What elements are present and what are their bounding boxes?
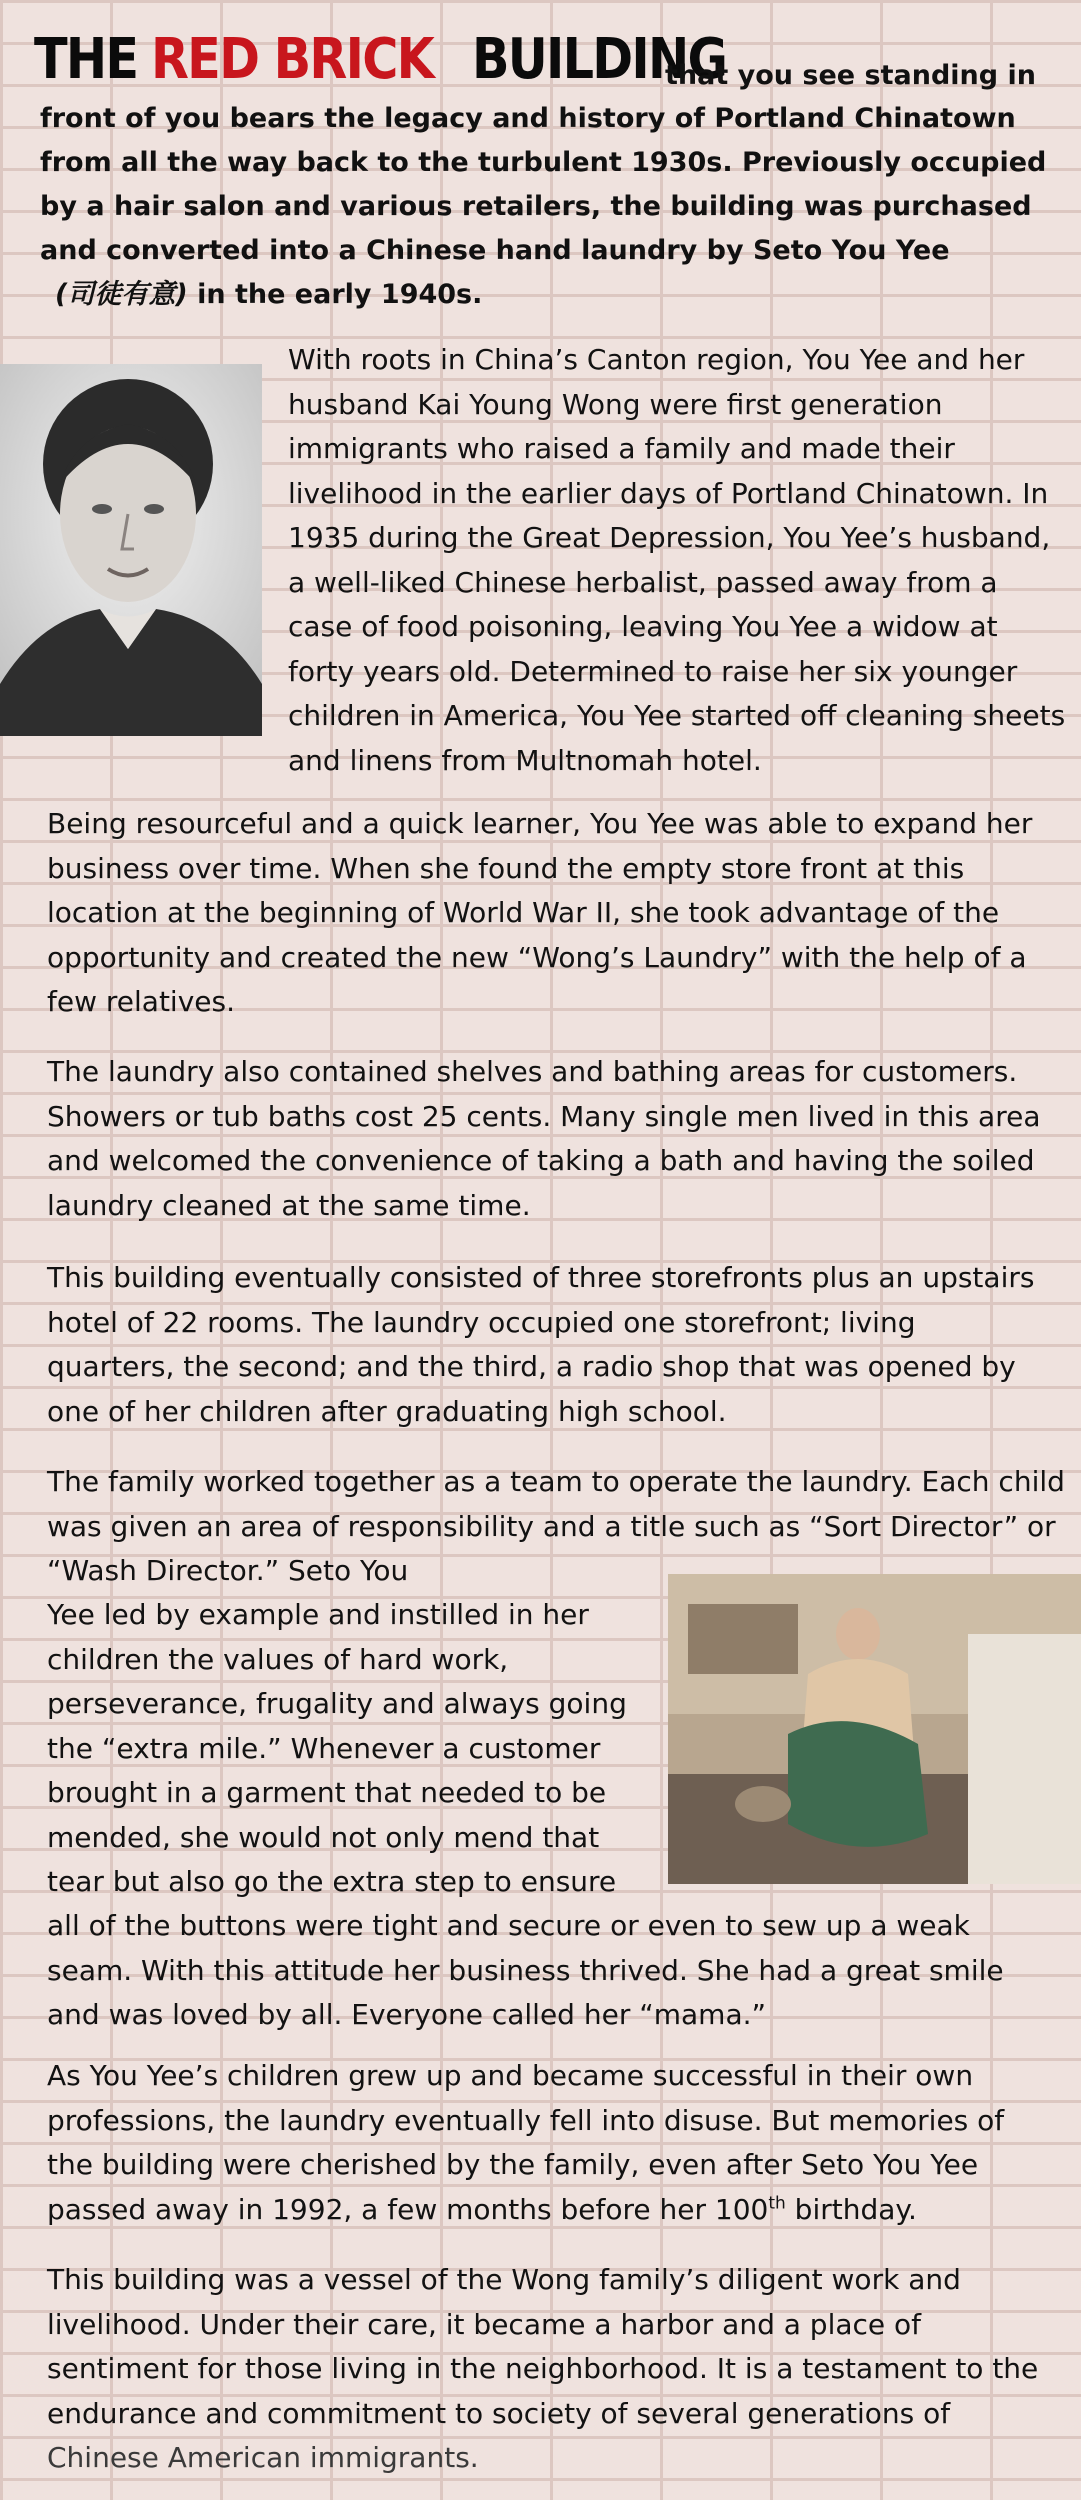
title-the: THE xyxy=(34,27,138,92)
paragraph-resourceful: Being resourceful and a quick learner, You Yee was able to expand her business over time. When she found the empty store front at this location at the beginning of World War II, she took advantage of the opportunity and created the new “Wong’s Laundry” with the help of a few relatives. xyxy=(47,807,1033,1018)
intro-chinese-name: (司徒有意) xyxy=(55,279,188,310)
intro-text: front of you bears the legacy and history of Portland Chinatown from all the way back to the turbulent 1930s. Previously occupied by a hair salon and various retailers, the building was purchased and converted into a Chinese hand laundry by Seto You Yee xyxy=(40,103,1047,266)
portrait-photo xyxy=(0,364,262,736)
intro-end: in the early 1940s. xyxy=(187,279,483,310)
paragraph-vessel: This building was a vessel of the Wong family’s diligent work and livelihood. Under their care, it became a harbor and a place of sentiment for those living in the neighborhood. It is a testament to the endurance and commitment to society of several generations of xyxy=(47,2263,1039,2430)
paragraph-vessel-last: Chinese American immigrants. xyxy=(47,2441,479,2474)
laundry-photo xyxy=(668,1574,1081,1884)
paragraph-roots: With roots in China’s Canton region, You Yee and her husband Kai Young Wong were first generation immigrants who raised a family and made their livelihood in the earlier days of Portland Chinatown. In 1935 during the Great Depression, You Yee’s husband, a well-liked Chinese herbalist, passed away from a case of food poisoning, leaving You Yee a widow at forty years old. Determined to raise her six younger children in America, You Yee started off cleaning sheets and linens from Multnomah hotel. xyxy=(288,343,1066,777)
paragraph-family-top: The family worked together as a team to operate the laundry. Each child was given an area of responsibility and a title such as “Sort Director” or “Wash Director.” Seto You xyxy=(47,1465,1065,1587)
intro-first-line: that you see standing in xyxy=(665,60,1036,91)
intro-last-line xyxy=(55,273,482,317)
superscript-th: th xyxy=(768,2193,786,2214)
paragraph-family-bottom: all of the buttons were tight and secure or even to sew up a weak seam. With this attitude her business thrived. She had a great smile and was loved by all. Everyone called her “mama.” xyxy=(47,1909,1004,2031)
title-building: BUILDING xyxy=(471,27,726,92)
paragraph-storefronts: This building eventually consisted of three storefronts plus an upstairs hotel of 22 rooms. The laundry occupied one storefront; living quarters, the second; and the third, a radio shop that was opened by one of her children after graduating high school. xyxy=(47,1261,1035,1428)
paragraph-family-side: Yee led by example and instilled in her children the values of hard work, perseverance, frugality and always going the “extra mile.” Whenever a customer brought in a garment that needed to be mended, she would not only mend that tear but also go the extra step to ensure xyxy=(47,1598,627,1898)
title-red-brick: RED BRICK xyxy=(151,27,434,92)
laundry-illustration xyxy=(668,1574,1081,1884)
portrait-illustration xyxy=(0,364,262,736)
paragraph-bathing: The laundry also contained shelves and bathing areas for customers. Showers or tub baths cost 25 cents. Many single men lived in this area and welcomed the convenience of taking a bath and having the soiled laundry cleaned at the same time. xyxy=(47,1055,1041,1222)
paragraph-children xyxy=(47,2054,1057,2232)
paragraph-children-text: As You Yee’s children grew up and became successful in their own professions, the laundry eventually fell into disuse. But memories of the building were cherished by the family, even after Seto You Yee passed away in 1992, a few months before her 100 xyxy=(47,2059,1005,2226)
paragraph-children-end: birthday. xyxy=(785,2192,917,2226)
